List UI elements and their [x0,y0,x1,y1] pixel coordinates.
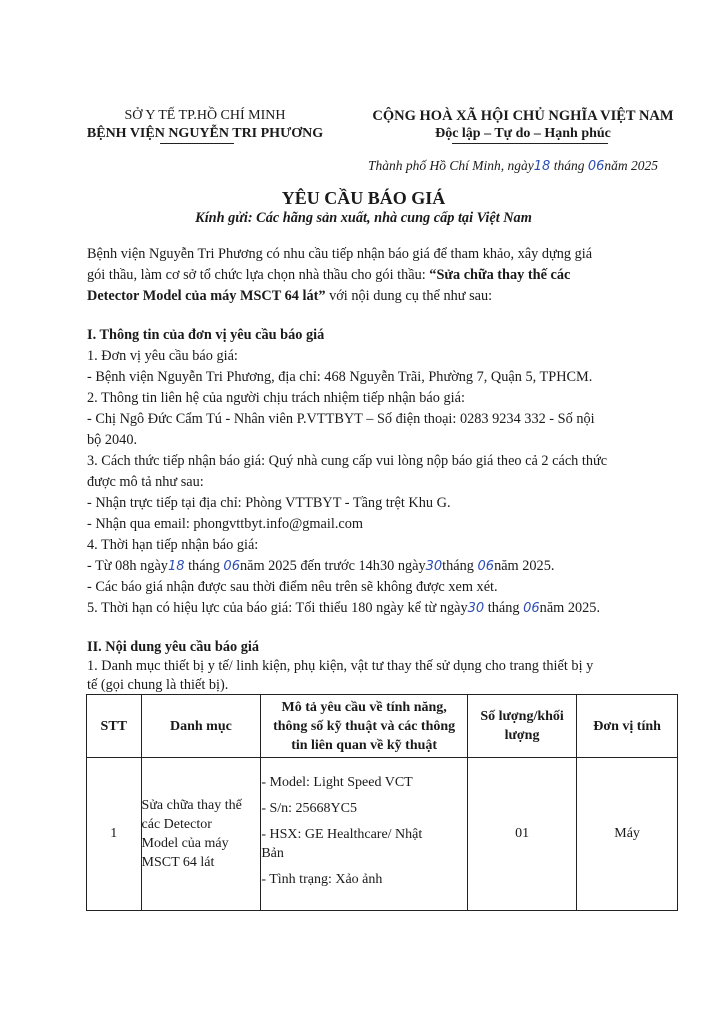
date-prefix: Thành phố Hồ Chí Minh, ngày [368,158,534,173]
mo-ta-status: - Tình trạng: Xảo ảnh [261,871,383,887]
intro-line-1: Bệnh viện Nguyễn Tri Phương có nhu cầu tiếp nhận báo giá để tham khảo, xây dựng giá [87,246,593,262]
cell-stt: 1 [87,758,142,911]
national-title: CỘNG HOÀ XÃ HỘI CHỦ NGHĨA VIỆT NAM [372,108,674,124]
section-2-heading: II. Nội dung yêu cầu báo giá [87,639,260,655]
package-name-part2: Detector Model của máy MSCT 64 lát” [87,288,326,304]
s1-line-5: bộ 2040. [87,432,138,448]
s1-line-9: - Nhận qua email: phongvttbyt.info@gmail.com [87,516,364,532]
date-year: năm 2025 [604,158,658,173]
danh-muc-line-3: Model của máy [141,836,229,851]
issuer-hospital: BỆNH VIỆN NGUYỄN TRI PHƯƠNG [86,126,324,141]
section-1-heading: I. Thông tin của đơn vị yêu cầu báo giá [87,327,325,343]
cell-mo-ta [261,758,468,911]
header-mo-ta [261,695,468,758]
date-month-word: tháng [553,158,585,173]
package-name-part1: “Sửa chữa thay thế các [429,267,571,283]
header-mo-ta-line-2: thông số kỹ thuật và các thông [273,718,456,734]
deadline-from-month: 06 [223,559,240,574]
cell-danh-muc [141,758,261,911]
header-so-luong-line-2: lượng [504,728,540,743]
validity-month: 06 [523,601,540,616]
validity-year: năm 2025. [539,600,601,616]
deadline-to: năm 2025 đến trước 14h30 ngày [239,558,426,574]
header-mo-ta-line-3: tin liên quan về kỹ thuật [291,737,438,753]
header-so-luong [467,695,576,758]
s1-line-13 [87,600,600,617]
deadline-month-word-2: tháng [442,558,474,574]
deadline-from: - Từ 08h ngày [87,558,168,574]
intro-line-2 [87,267,570,284]
deadline-from-day: 18 [167,559,185,574]
national-motto: Độc lập – Tự do – Hạnh phúc [435,126,611,141]
s1-line-6: 3. Cách thức tiếp nhận báo giá: Quý nhà cung cấp vui lòng nộp báo giá theo cả 2 cách thức [87,453,608,469]
s2-line-1: 1. Danh mục thiết bị y tế/ linh kiện, phụ kiện, vật tư thay thế sử dụng cho trang thiết bị y [87,658,594,674]
header-mo-ta-line-1: Mô tả yêu cầu về tính năng, [281,699,447,715]
s1-line-4: - Chị Ngô Đức Cẩm Tú - Nhân viên P.VTTBYT – Số điện thoại: 0283 9234 332 - Số nội [87,411,595,427]
s1-line-10: 4. Thời hạn tiếp nhận báo giá: [87,537,259,553]
date-day-handwritten: 18 [533,159,551,174]
header-danh-muc: Danh mục [141,695,261,758]
danh-muc-line-2: các Detector [141,817,212,832]
date-month-handwritten: 06 [587,159,605,174]
s1-line-7: được mô tả như sau: [87,474,204,490]
recipient-line: Kính gửi: Các hãng sản xuất, nhà cung cấp tại Việt Nam [195,210,532,226]
validity-day: 30 [467,601,485,616]
header-stt: STT [87,695,142,758]
intro-text-end: với nội dung cụ thể như sau: [325,288,493,304]
mo-ta-hsx: - HSX: GE Healthcare/ Nhật [261,826,423,842]
cell-so-luong: 01 [467,758,576,911]
table-row [87,758,678,911]
date-line [368,158,658,174]
issuer-underline [160,143,234,144]
validity-month-word: tháng [487,600,520,616]
intro-line-3 [87,288,492,305]
deadline-to-month: 06 [477,559,495,574]
validity-text: 5. Thời hạn có hiệu lực của báo giá: Tối thiểu 180 ngày kể từ ngày [87,600,468,616]
s1-line-3: 2. Thông tin liên hệ của người chịu trách nhiệm tiếp nhận báo giá: [87,390,465,406]
s1-line-8: - Nhận trực tiếp tại địa chỉ: Phòng VTTBYT - Tầng trệt Khu G. [87,495,451,511]
motto-underline [452,143,608,144]
mo-ta-manufacturer [261,825,467,863]
page-title: YÊU CẦU BÁO GIÁ [281,188,446,208]
s1-line-2: - Bệnh viện Nguyễn Tri Phương, địa chỉ: 468 Nguyễn Trãi, Phường 7, Quận 5, TPHCM. [87,369,593,385]
s1-line-1: 1. Đơn vị yêu cầu báo giá: [87,348,238,364]
mo-ta-model: - Model: Light Speed VCT [261,774,413,790]
s1-line-11 [87,558,554,575]
deadline-year: năm 2025. [494,558,555,574]
header-so-luong-line-1: Số lượng/khối [480,709,564,724]
s2-line-2: tế (gọi chung là thiết bị). [87,677,229,693]
intro-text: gói thầu, làm cơ sở tổ chức lựa chọn nhà thầu cho gói thầu: [87,267,430,283]
issuer-department: SỞ Y TẾ TP.HỒ CHÍ MINH [124,108,286,123]
table-header-row [87,695,678,758]
danh-muc-line-1: Sửa chữa thay thế [141,798,242,813]
equipment-table [86,694,678,911]
deadline-month-word-1: tháng [188,558,220,574]
mo-ta-serial: - S/n: 25668YC5 [261,800,358,816]
cell-don-vi: Máy [577,758,678,911]
danh-muc-line-4: MSCT 64 lát [141,855,215,870]
s1-line-12: - Các báo giá nhận được sau thời điểm nêu trên sẽ không được xem xét. [87,579,498,595]
mo-ta-hsx-country: Bản [261,845,284,861]
header-don-vi: Đơn vị tính [577,695,678,758]
deadline-to-day: 30 [425,559,443,574]
